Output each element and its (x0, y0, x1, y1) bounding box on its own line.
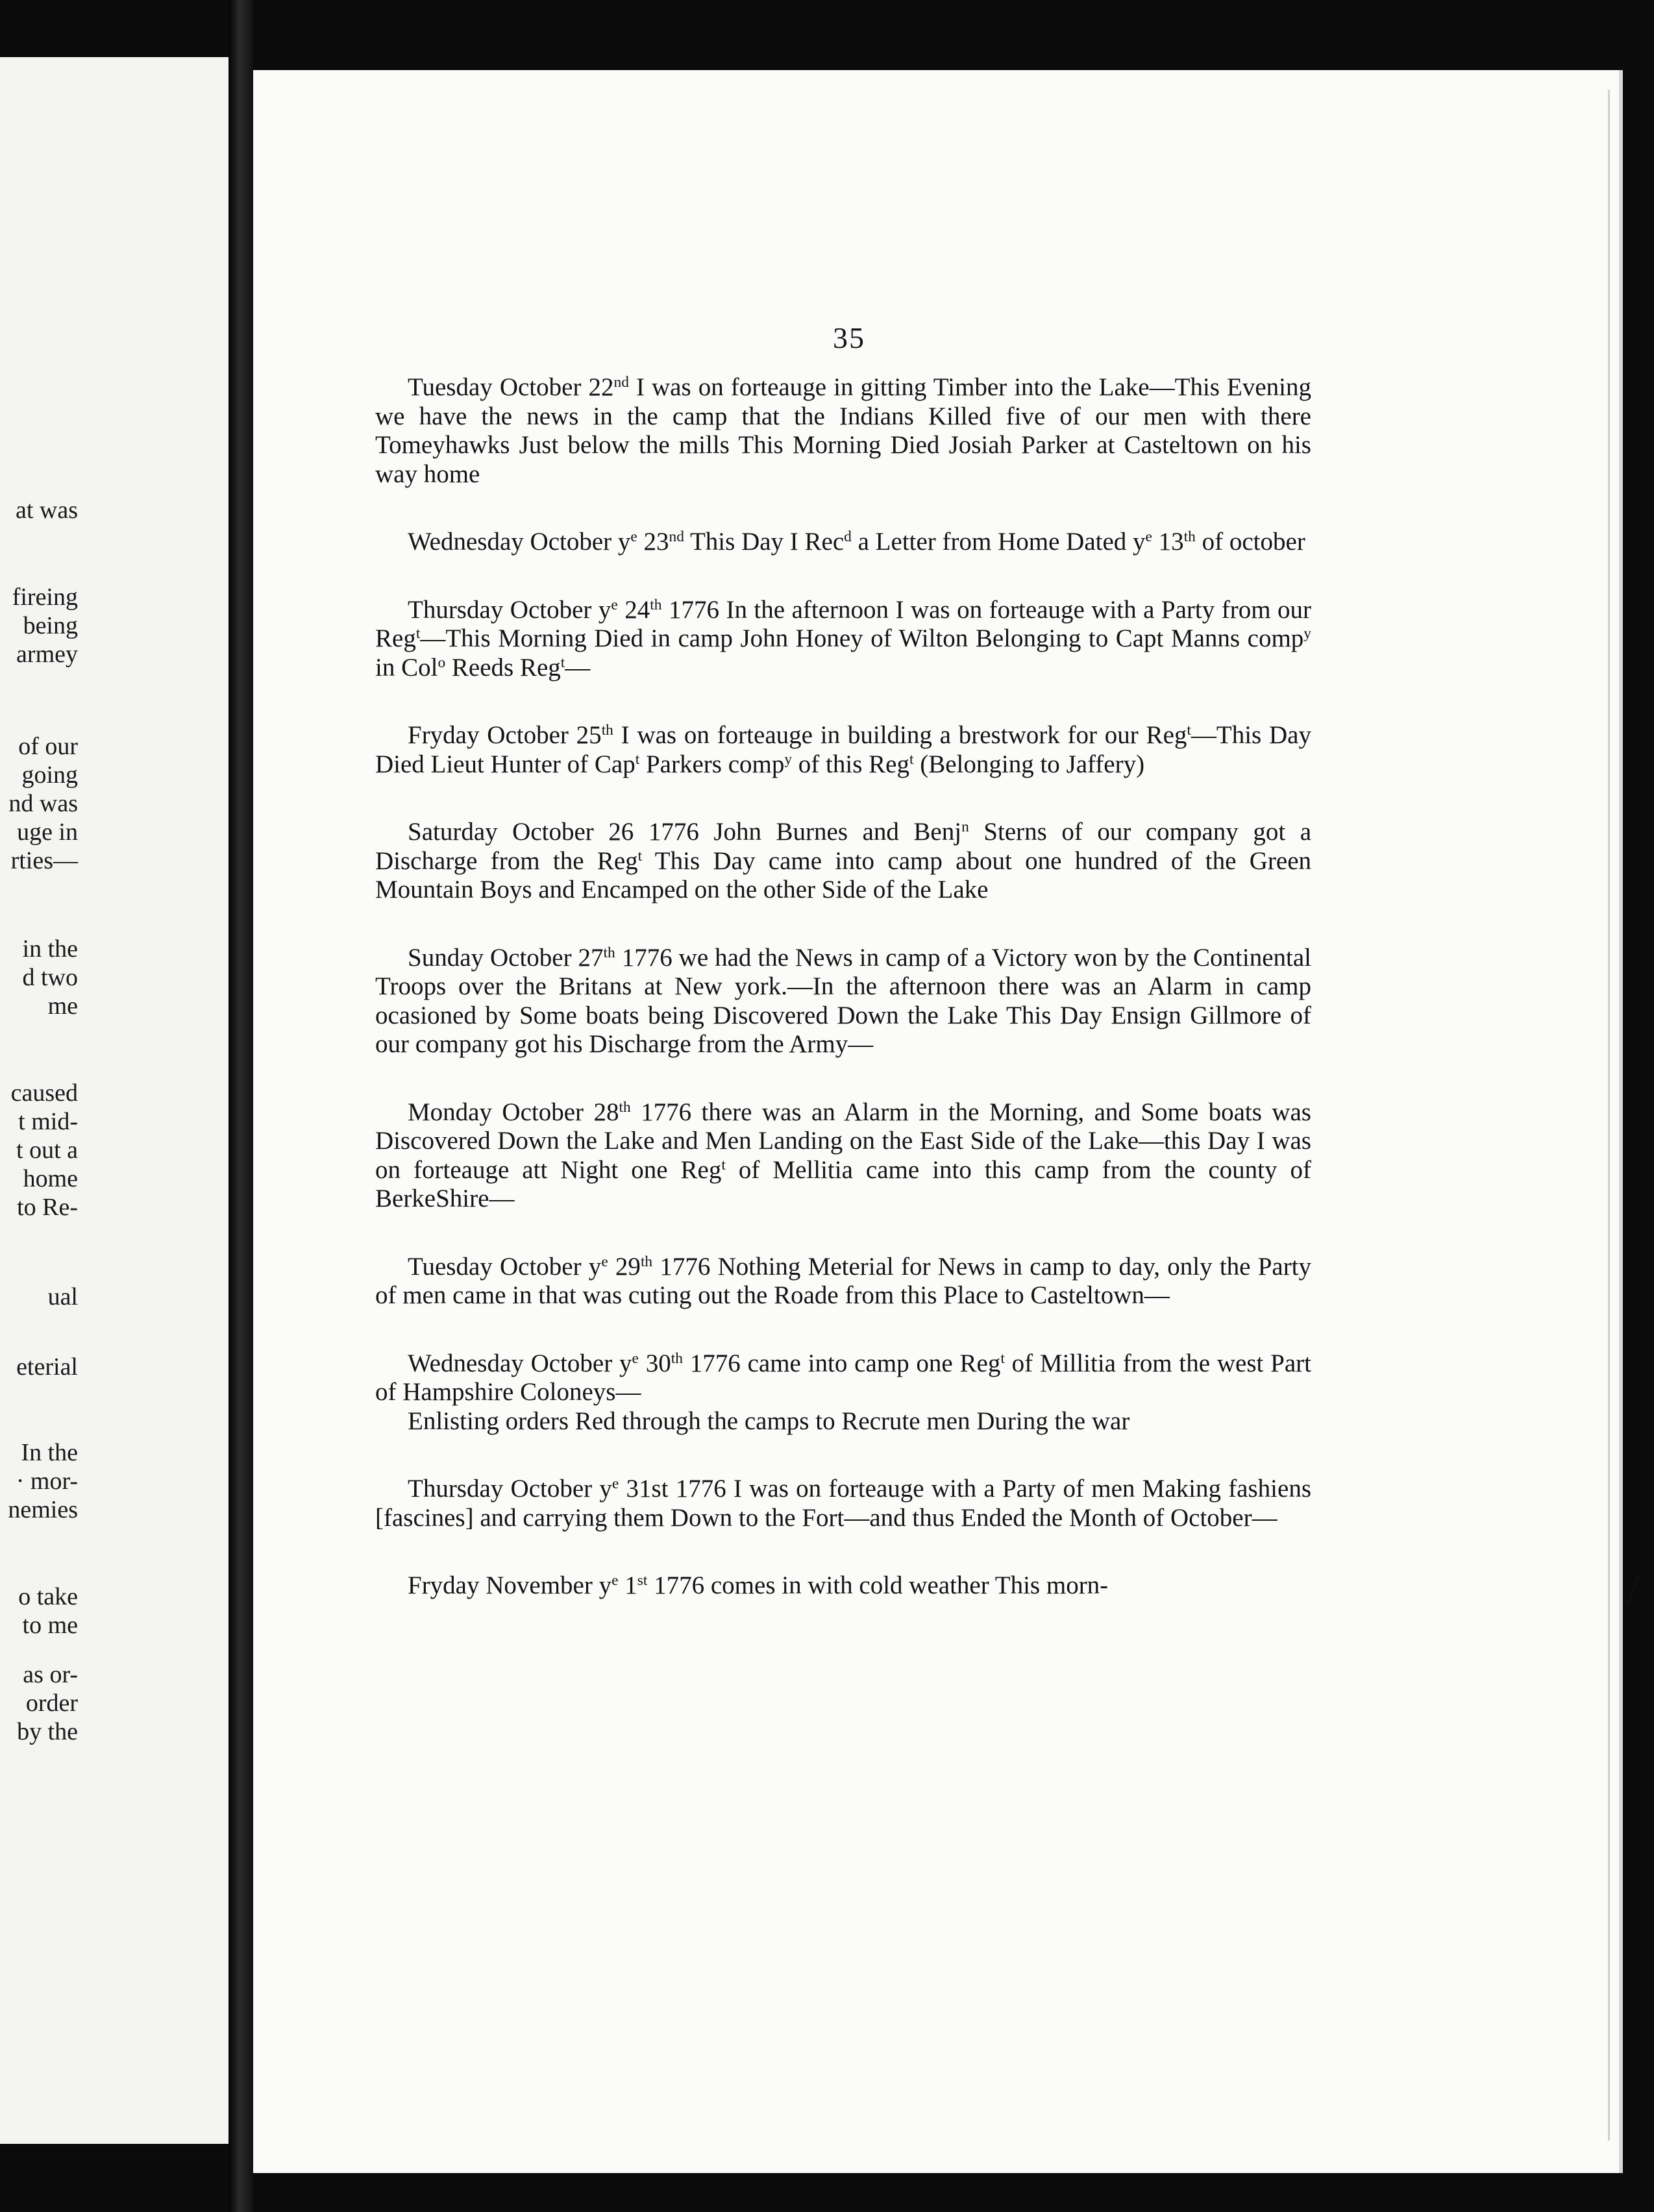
fragment-line: being (23, 612, 78, 639)
fragment-line: at was (15, 497, 78, 524)
diary-entry: Saturday October 26 1776 John Burnes and Benj$^n$ Sterns of our company got a Discharge from the Reg$^t$ This Day came into camp about one hundred of the Green Mountain Boys and Encamped on the other Side of the Lake (375, 818, 1312, 903)
fragment-line: t out a (16, 1137, 78, 1164)
diary-entry: Tuesday October $y^e$ 29th 1776 Nothing Meterial for News in camp to day, only the Party of men came in that was cuting out the Roade from this Place to Casteltown— (375, 1252, 1312, 1309)
fragment-line: In the (21, 1439, 78, 1466)
fragment-line: as or- (23, 1661, 78, 1688)
fragment-line: nd was (8, 790, 78, 817)
fragment-line: of our (18, 733, 78, 760)
fragment-line: eterial (16, 1353, 78, 1381)
fragment-line: nemies (8, 1496, 78, 1523)
scan-edge-mark: / (1627, 1565, 1640, 1615)
diary-entry: Thursday October $y^e$ 31st 1776 I was on forteauge with a Party of men Making fashiens [fascines] and carrying them Down to the Fort—and thus Ended the Month of October— (375, 1475, 1311, 1532)
entry-continuation: Enlisting orders Red through the camps to Recrute men During the war (408, 1407, 1130, 1435)
fragment-line: uge in (17, 818, 78, 846)
page-edge (1608, 90, 1610, 2141)
fragment-line: t mid- (18, 1108, 78, 1135)
fragment-line: caused (10, 1079, 78, 1107)
fragment-line: home (23, 1165, 78, 1192)
diary-entry: Fryday November $y^e$ 1st 1776 comes in with cold weather This morn- (408, 1571, 1109, 1599)
fragment-line: d two (22, 964, 78, 991)
fragment-line: in the (22, 935, 78, 963)
diary-entry: Wednesday October $y^e$ 23nd This Day I Rec$^d$ a Letter from Home Dated $y^e$ 13th of october (408, 528, 1305, 556)
page-number: 35 (833, 321, 865, 354)
fragment-line: order (25, 1690, 78, 1717)
diary-entries (375, 373, 1311, 1601)
diary-entry: Thursday October $y^e$ 24th 1776 In the afternoon I was on forteauge with a Party from our Reg$^t$—This Morning Died in camp John Honey of Wilton Belonging to Capt Manns comp$^y$ in Col$^o$ Reeds Reg$^t$— (375, 595, 1312, 682)
fragment-line: armey (16, 641, 78, 668)
fragment-line: fireing (12, 584, 78, 611)
diary-entry: Monday October 28th 1776 there was an Alarm in the Morning, and Some boats was Discovered Down the Lake and Men Landing on the East Side of the Lake—this Day I was on forteauge att Night one Reg$^t$ of Mellitia came into this camp from the county of BerkeShire— (375, 1098, 1311, 1212)
fragment-line: rties— (10, 847, 78, 874)
diary-entry: Fryday October 25th I was on forteauge in building a brestwork for our Reg$^t$—This Day Died Lieut Hunter of Cap$^t$ Parkers comp$^y$ of this Reg$^t$ (Belonging to Jaffery) (375, 721, 1311, 778)
fragment-line: me (47, 992, 78, 1020)
book-spine (228, 0, 253, 2212)
fragment-line: by the (17, 1718, 78, 1745)
diary-entry: Sunday October 27th 1776 we had the News in camp of a Victory won by the Continental Troops over the Britans at New york.—In the afternoon there was an Alarm in camp ocasioned by Some boats being Discovered Down the Lake This Day Ensign Gillmore of our company got his Discharge from the Army— (375, 943, 1311, 1058)
fragment-line: going (21, 761, 78, 789)
diary-entry: Wednesday October $y^e$ 30th 1776 came into camp one Reg$^t$ of Millitia from the west Part of Hampshire Coloneys— Enlisting orders Red through the camps to Recrute men During the war (375, 1349, 1311, 1435)
fragment-line: to Re- (17, 1194, 78, 1221)
fragment-line: · mor- (16, 1468, 78, 1495)
fragment-line: to me (22, 1612, 78, 1639)
fragment-line: ual (47, 1283, 78, 1310)
fragment-line: o take (18, 1583, 78, 1610)
diary-entry: Tuesday October 22nd I was on forteauge in gitting Timber into the Lake—This Evening we have the news in the camp that the Indians Killed five of our men with there Tomeyhawks Just below the mills This Morning Died Josiah Parker at Casteltown on his way home (375, 373, 1311, 488)
facing-page (0, 57, 230, 2144)
